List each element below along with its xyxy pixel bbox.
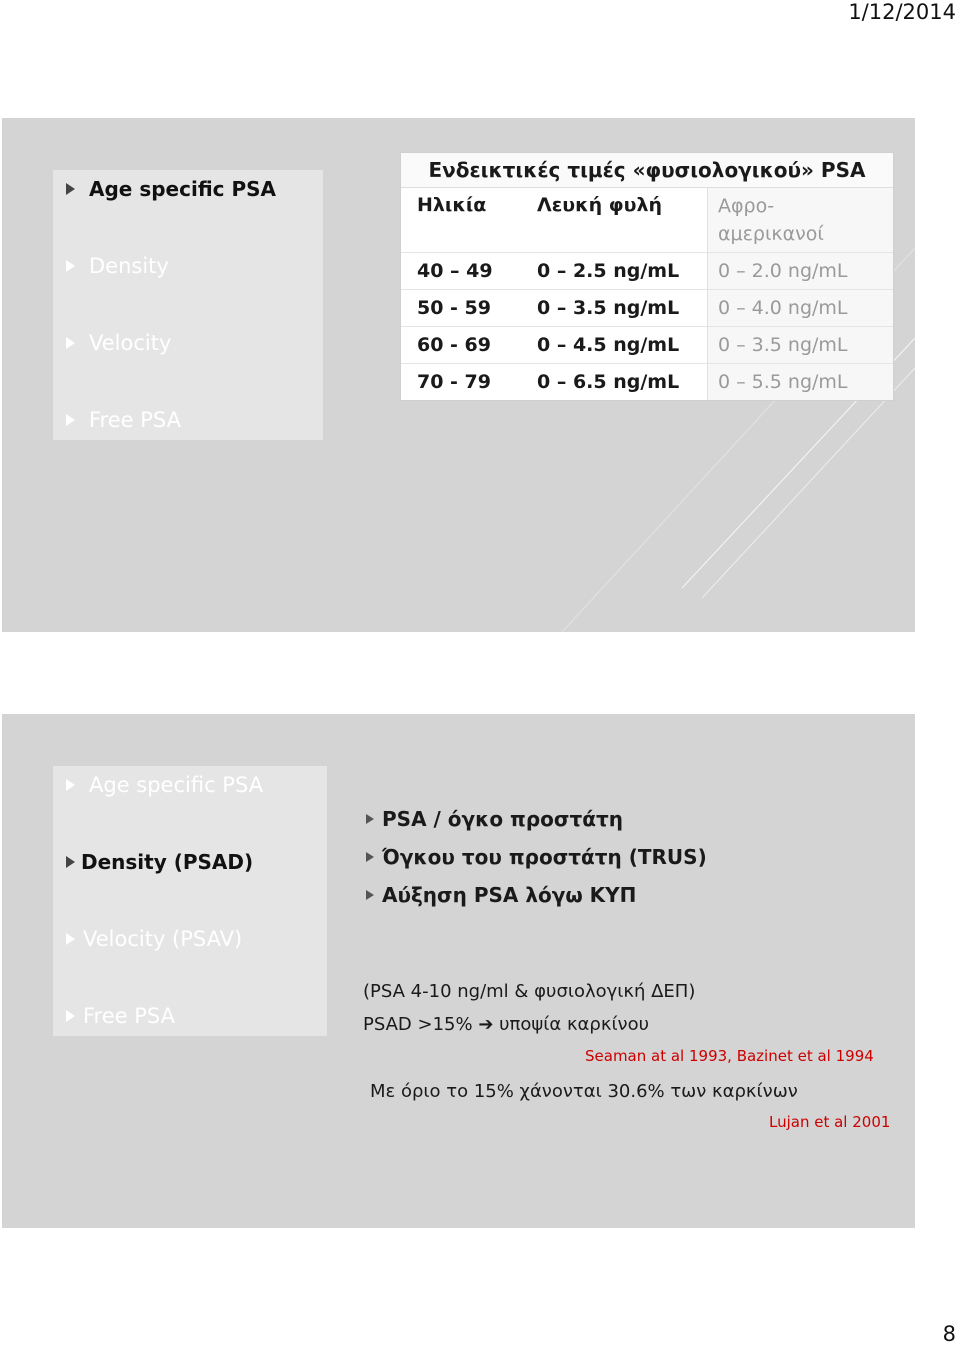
bullet-text: PSA / όγκο προστάτη xyxy=(382,807,624,831)
table-row xyxy=(401,290,893,327)
citation-seaman: Seaman at al 1993, Bazinet et al 1994 xyxy=(585,1047,874,1065)
cell-african-american: 0 – 3.5 ng/mL xyxy=(707,327,893,363)
cutoff-line: Με όριο το 15% χάνονται 30.6% των καρκίνων xyxy=(370,1081,798,1102)
header-age: Ηλικία xyxy=(417,194,487,216)
slide-density-psad xyxy=(2,714,915,1228)
table-row xyxy=(401,327,893,364)
bullet-item xyxy=(366,876,707,914)
bullet-arrow-icon xyxy=(66,183,75,195)
page-number: 8 xyxy=(942,1322,956,1346)
nav-item-free-psa[interactable] xyxy=(66,1004,175,1028)
psad-line: PSAD >15% ➔ υποψία καρκίνου xyxy=(363,1014,650,1035)
nav-item-velocity-psav[interactable] xyxy=(66,927,242,951)
cell-white: 0 – 4.5 ng/mL xyxy=(537,334,680,356)
bullet-arrow-icon xyxy=(66,260,75,272)
cell-african-american: 0 – 5.5 ng/mL xyxy=(707,364,893,400)
nav-item-velocity[interactable] xyxy=(66,331,171,355)
nav-item-age-specific-psa[interactable] xyxy=(66,177,276,201)
cell-white: 0 – 2.5 ng/mL xyxy=(537,260,680,282)
bullet-arrow-icon xyxy=(366,814,374,824)
bullet-arrow-icon xyxy=(66,414,75,426)
bullet-arrow-icon xyxy=(66,779,75,791)
nav-item-free-psa[interactable] xyxy=(66,408,181,432)
bullet-arrow-icon xyxy=(66,337,75,349)
nav-item-density[interactable] xyxy=(66,254,169,278)
cell-age: 40 – 49 xyxy=(417,260,493,282)
bullet-arrow-icon xyxy=(366,852,374,862)
cell-age: 50 - 59 xyxy=(417,297,491,319)
header-date: 1/12/2014 xyxy=(848,0,956,24)
nav-item-label: Free PSA xyxy=(89,408,181,432)
nav-item-density-psad[interactable] xyxy=(66,850,253,874)
slide-age-specific-psa xyxy=(2,118,915,632)
density-bullets xyxy=(366,800,707,914)
nav-item-label: Velocity (PSAV) xyxy=(83,927,243,951)
bullet-text: Όγκου του προστάτη (TRUS) xyxy=(382,845,707,869)
nav-item-label: Density xyxy=(89,254,169,278)
cell-white: 0 – 6.5 ng/mL xyxy=(537,371,680,393)
header-white: Λευκή φυλή xyxy=(537,194,662,216)
bullet-arrow-icon xyxy=(366,890,374,900)
bullet-text: Αύξηση PSA λόγω ΚΥΠ xyxy=(382,883,637,907)
bullet-item xyxy=(366,838,707,876)
nav-item-label: Age specific PSA xyxy=(89,773,264,797)
cell-african-american: 0 – 2.0 ng/mL xyxy=(707,253,893,289)
bullet-arrow-icon xyxy=(66,933,75,945)
bullet-item xyxy=(366,800,707,838)
citation-lujan: Lujan et al 2001 xyxy=(769,1113,891,1131)
table-title: Ενδεικτικές τιμές «φυσιολογικού» PSA xyxy=(401,153,893,188)
nav-item-label: Free PSA xyxy=(83,1004,175,1028)
bullet-arrow-icon xyxy=(66,1010,75,1022)
cell-age: 70 - 79 xyxy=(417,371,491,393)
header-african-american: Αφρο- αμερικανοί xyxy=(707,188,893,252)
table-row xyxy=(401,253,893,290)
cell-white: 0 – 3.5 ng/mL xyxy=(537,297,680,319)
table-header-row xyxy=(401,188,893,253)
psa-reference-table xyxy=(400,152,894,401)
nav-item-age-specific-psa[interactable] xyxy=(66,773,263,797)
nav-item-label: Age specific PSA xyxy=(89,177,277,201)
nav-panel xyxy=(53,170,323,440)
nav-item-label: Velocity xyxy=(89,331,172,355)
nav-item-label: Density (PSAD) xyxy=(81,850,254,874)
bullet-arrow-icon xyxy=(66,856,75,868)
table-row xyxy=(401,364,893,400)
nav-panel xyxy=(53,766,327,1036)
cell-african-american: 0 – 4.0 ng/mL xyxy=(707,290,893,326)
criteria-line: (PSA 4-10 ng/ml & φυσιολογική ΔΕΠ) xyxy=(363,981,696,1002)
cell-age: 60 - 69 xyxy=(417,334,491,356)
